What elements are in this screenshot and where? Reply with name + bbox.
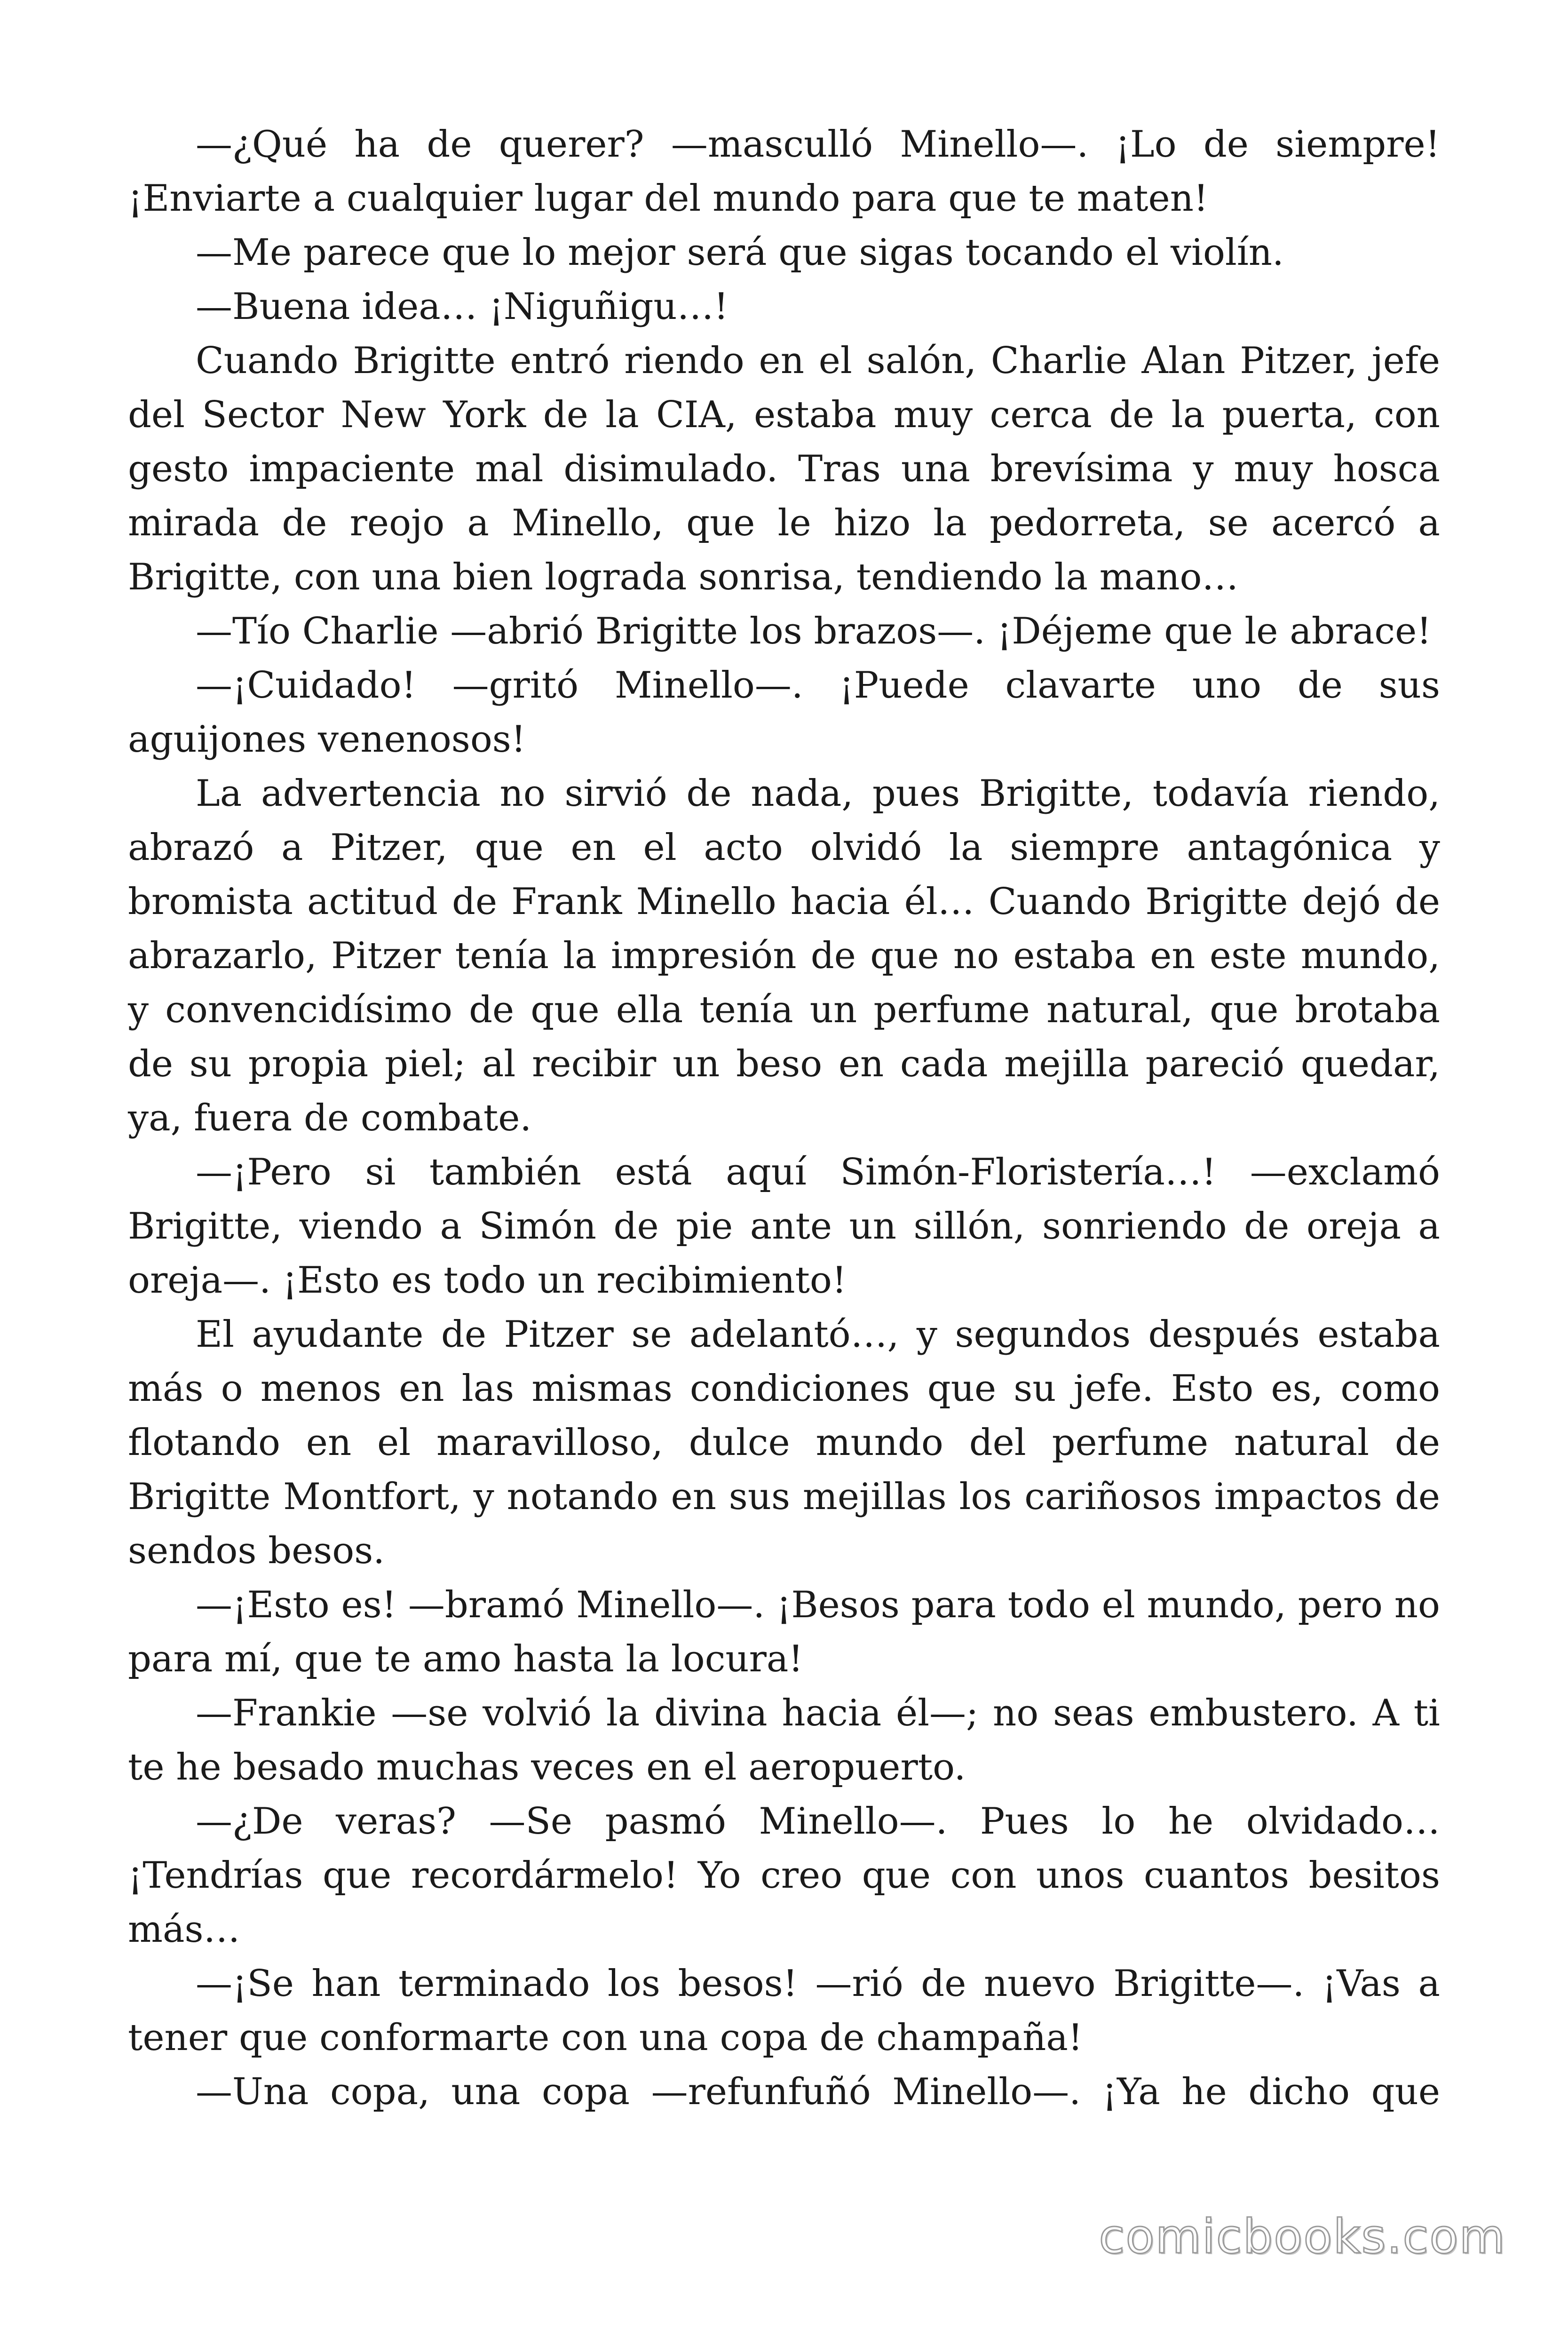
paragraph: —Tío Charlie —abrió Brigitte los brazos—. ¡Déjeme que le abrace!: [196, 610, 1432, 652]
paragraph: —¡Se han terminado los besos! —rió de nuevo Brigitte—. ¡Vas a tener que conformarte con una copa de champaña!: [128, 1963, 1440, 2059]
paragraph: —¿De veras? —Se pasmó Minello—. Pues lo he olvidado… ¡Tendrías que recordármelo! Yo creo que con unos cuantos besitos más…: [128, 1800, 1440, 1951]
paragraph: —Me parece que lo mejor será que sigas tocando el violín.: [196, 231, 1284, 274]
paragraph: La advertencia no sirvió de nada, pues Brigitte, todavía riendo, abrazó a Pitzer, que en el acto olvidó la siempre antagónica y bromista actitud de Frank Minello hacia él… Cuando Brigitte dejó de abrazarlo, Pitzer tenía la impresión de que no estaba en este mundo, y convencidísimo de que ella tenía un perfume natural, que brotaba de su propia piel; al recibir un beso en cada mejilla pareció quedar, ya, fuera de combate.: [128, 772, 1440, 1139]
paragraph-last: —Una copa, una copa —refunfuñó Minello—. ¡Ya he dicho que: [196, 2071, 1440, 2113]
page-text: [128, 118, 1440, 2119]
paragraph: —Buena idea… ¡Niguñigu…!: [196, 286, 729, 328]
paragraph: —¡Pero si también está aquí Simón-Floristería…! —exclamó Brigitte, viendo a Simón de pie ante un sillón, sonriendo de oreja a oreja—. ¡Esto es todo un recibimiento!: [128, 1151, 1440, 1302]
paragraph: Cuando Brigitte entró riendo en el salón, Charlie Alan Pitzer, jefe del Sector New York de la CIA, estaba muy cerca de la puerta, con gesto impaciente mal disimulado. Tras una brevísima y muy hosca mirada de reojo a Minello, que le hizo la pedorreta, se acercó a Brigitte, con una bien lograda sonrisa, tendiendo la mano…: [128, 340, 1440, 598]
paragraph: El ayudante de Pitzer se adelantó…, y segundos después estaba más o menos en las mismas condiciones que su jefe. Esto es, como flotando en el maravilloso, dulce mundo del perfume natural de Brigitte Montfort, y notando en sus mejillas los cariñosos impactos de sendos besos.: [128, 1313, 1440, 1572]
watermark: comicbooks.com: [1099, 2209, 1506, 2264]
paragraph: —Frankie —se volvió la divina hacia él—; no seas embustero. A ti te he besado muchas veces en el aeropuerto.: [128, 1692, 1440, 1788]
paragraph: —¡Cuidado! —gritó Minello—. ¡Puede clavarte uno de sus aguijones venenosos!: [128, 664, 1440, 761]
paragraph: —¿Qué ha de querer? —masculló Minello—. ¡Lo de siempre! ¡Enviarte a cualquier lugar del mundo para que te maten!: [128, 123, 1440, 220]
paragraph: —¡Esto es! —bramó Minello—. ¡Besos para todo el mundo, pero no para mí, que te amo hasta la locura!: [128, 1584, 1440, 1680]
